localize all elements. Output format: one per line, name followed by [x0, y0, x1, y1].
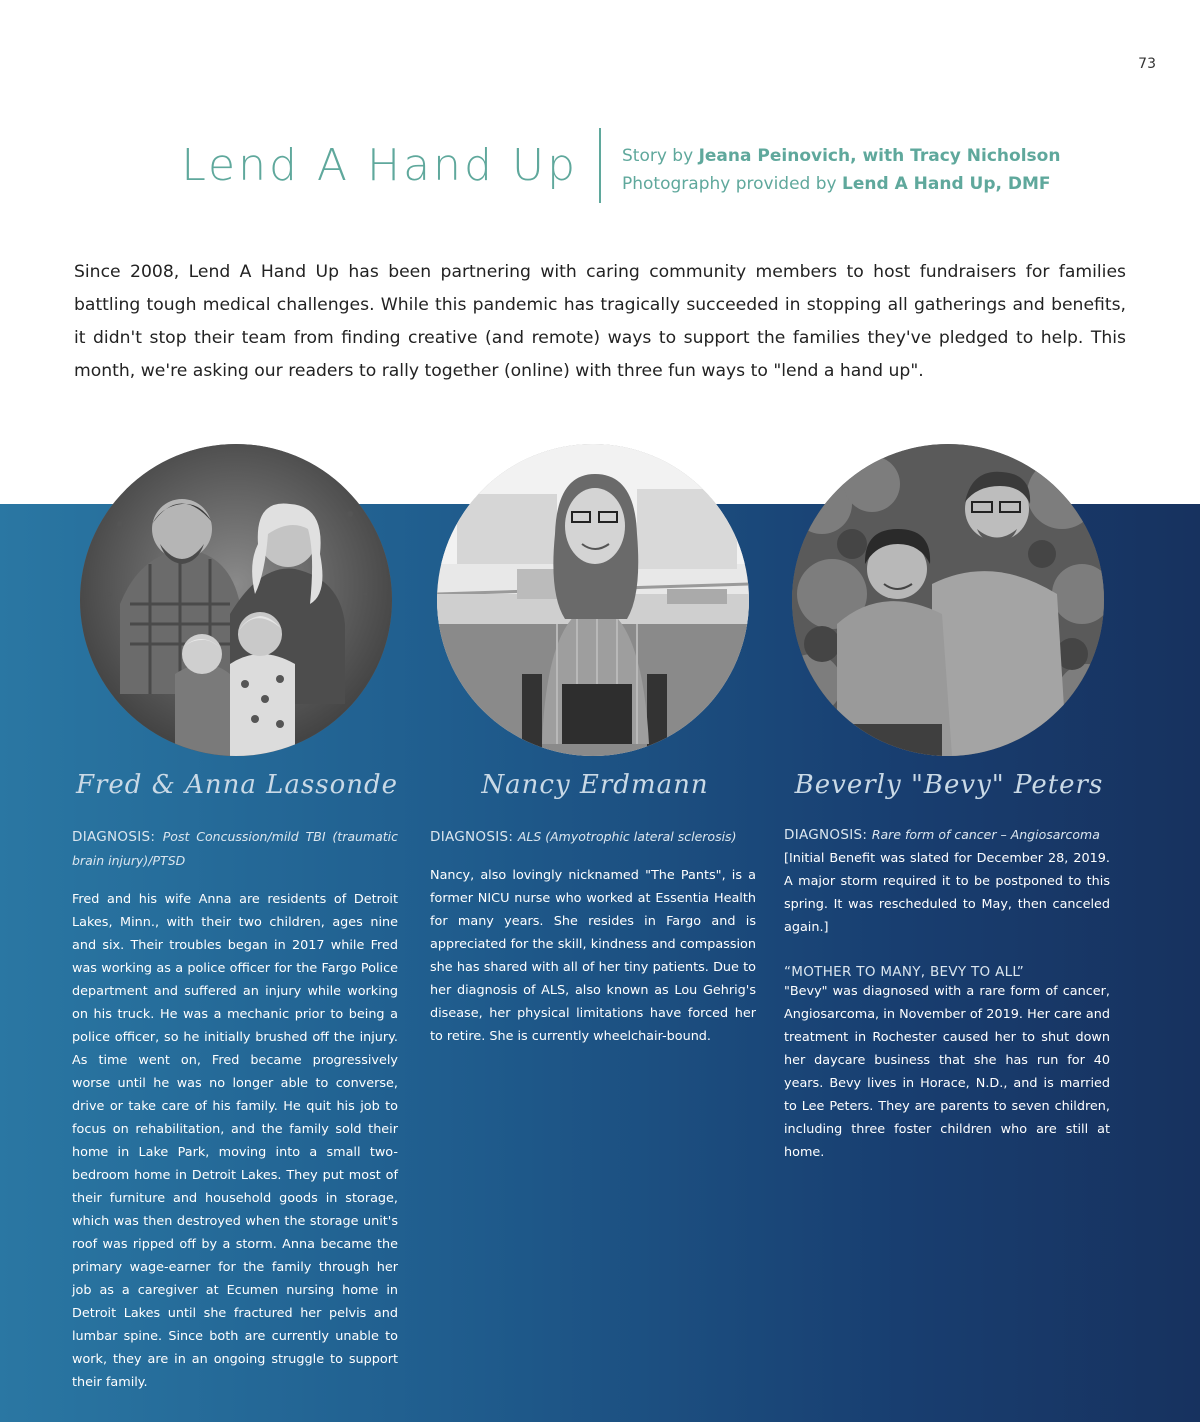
profile-column-peters — [784, 823, 1110, 1164]
benefit-note-peters: [Initial Benefit was slated for December 28, 2019. A major storm required it to be postponed to this spring. It was rescheduled to May, then canceled again.] — [784, 851, 1110, 935]
diagnosis-label: DIAGNOSIS: — [430, 829, 518, 845]
photo-credit-prefix: Photography provided by — [622, 174, 843, 194]
intro-paragraph: Since 2008, Lend A Hand Up has been partnering with caring community members to host fundraisers for families battling tough medical challenges. While this pandemic has tragically succeeded in stopping all gatherings and benefits, it didn't stop their team from finding creative (and remote) ways to support the families they've pledged to help. This month, we're asking our readers to rally together (online) with three fun ways to "lend a hand up". — [74, 262, 1126, 381]
diagnosis-value: ALS (Amyotrophic lateral sclerosis) — [517, 829, 737, 844]
article-title: Lend A Hand Up — [181, 140, 578, 191]
page-number: 73 — [1138, 56, 1156, 72]
story-credit — [622, 142, 1060, 170]
article-header — [0, 128, 1200, 204]
lassonde-family-photo — [80, 444, 392, 756]
diagnosis-label: DIAGNOSIS: — [72, 829, 163, 845]
story-authors: Jeana Peinovich, with Tracy Nicholson — [698, 146, 1061, 166]
diagnosis-peters — [784, 823, 1110, 847]
diagnosis-label: DIAGNOSIS: — [784, 827, 872, 843]
nancy-erdmann-photo — [437, 444, 749, 756]
diagnosis-erdmann — [430, 825, 756, 849]
story-peters: "Bevy" was diagnosed with a rare form of cancer, Angiosarcoma, in November of 2019. Her care and treatment in Rochester caused her to shut down her daycare business that she has run for 40 years. Bevy lives in Horace, N.D., and is married to Lee Peters. They are parents to seven children, including three foster children who are still at home. — [784, 984, 1110, 1160]
beverly-peters-photo — [792, 444, 1104, 756]
photo-credit — [622, 170, 1060, 198]
title-divider — [599, 128, 601, 203]
diagnosis-lassonde — [72, 825, 398, 873]
profile-name-erdmann: Nancy Erdmann — [481, 770, 709, 800]
profile-name-lassonde: Fred & Anna Lassonde — [75, 770, 399, 800]
story-erdmann: Nancy, also lovingly nicknamed "The Pants", is a former NICU nurse who worked at Essentia Health for many years. She resides in Fargo and is appreciated for the skill, kindness and compassion she has shared with all of her tiny patients. Due to her diagnosis of ALS, also known as Lou Gehrig's disease, her physical limitations have forced her to retire. She is currently wheelchair-bound. — [430, 868, 756, 1044]
story-credit-prefix: Story by — [622, 146, 699, 166]
subhead-peters: “MOTHER TO MANY, BEVY TO ALL” — [784, 964, 1024, 980]
article-credits — [622, 142, 1060, 198]
profile-name-peters: Beverly "Bevy" Peters — [794, 770, 1104, 800]
profile-column-erdmann — [430, 825, 756, 1048]
photo-credit-name: Lend A Hand Up, DMF — [842, 174, 1051, 194]
diagnosis-value: Rare form of cancer – Angiosarcoma — [871, 827, 1100, 842]
story-lassonde: Fred and his wife Anna are residents of Detroit Lakes, Minn., with their two children, ages nine and six. Their troubles began in 2017 while Fred was working as a police officer for the Fargo Police department and suffered an injury while working on his truck. He was a mechanic prior to being a police officer, so he initially brushed off the injury. As time went on, Fred became progressively worse until he was no longer able to converse, drive or take care of his family. He quit his job to focus on rehabilitation, and the family sold their home in Lake Park, moving into a small two-bedroom home in Detroit Lakes. They put most of their furniture and household goods in storage, which was then destroyed when the storage unit's roof was ripped off by a storm. Anna became the primary wage-earner for the family through her job as a caregiver at Ecumen nursing home in Detroit Lakes until she fractured her pelvis and lumbar spine. Since both are currently unable to work, they are in an ongoing struggle to support their family. — [72, 892, 398, 1390]
diagnosis-value: Post Concussion/mild TBI (traumatic brain injury)/PTSD — [72, 829, 398, 868]
profile-column-lassonde — [72, 825, 398, 1394]
